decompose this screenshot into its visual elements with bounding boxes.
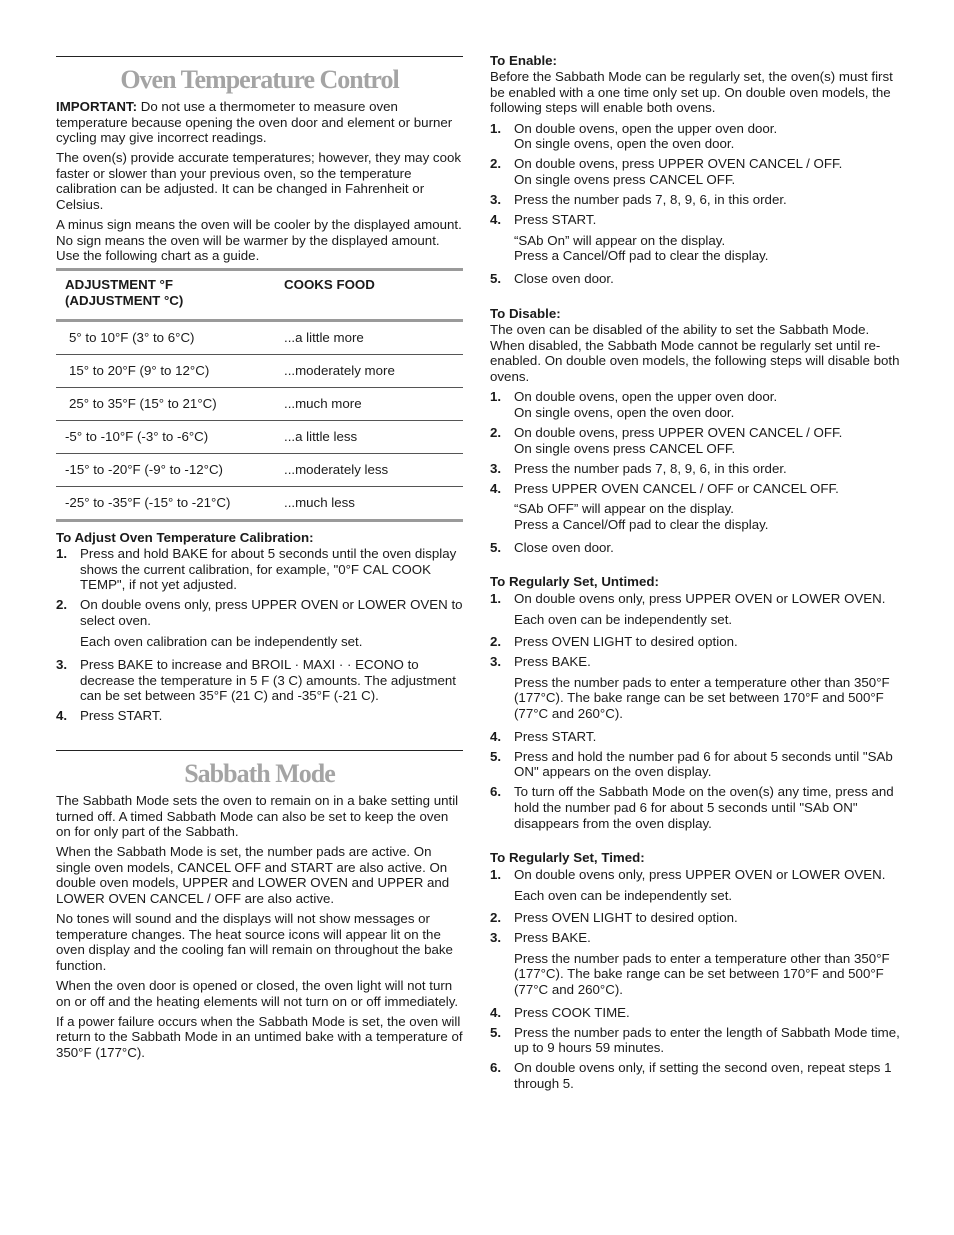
step-note: Each oven can be independently set. xyxy=(514,887,733,903)
list-item xyxy=(490,425,900,456)
step-text: On double ovens only, if setting the second oven, repeat steps 1 through 5. xyxy=(514,1060,892,1092)
untimed-steps-list xyxy=(490,591,900,831)
list-item xyxy=(490,1005,900,1021)
table-row xyxy=(56,487,463,521)
step-number: 2. xyxy=(490,910,502,926)
step-text: On double ovens, open the upper oven door. xyxy=(514,120,778,136)
step-text: On double ovens, open the upper oven door. xyxy=(514,389,778,405)
timed-section xyxy=(490,850,900,1096)
table-row xyxy=(56,321,463,355)
list-item xyxy=(490,156,900,187)
step-text: Press the number pads 7, 8, 9, 6, in this order. xyxy=(514,192,787,208)
step-number: 2. xyxy=(56,597,68,613)
step-text: Press and hold BAKE for about 5 seconds until the oven display shows the current calibration, for example, "0°F CAL COOK TEMP", if not yet adjusted. xyxy=(80,546,457,593)
step-number: 5. xyxy=(490,1024,502,1040)
step-number: 6. xyxy=(490,1060,502,1076)
adjustment-table xyxy=(56,268,463,522)
table-row xyxy=(56,388,463,421)
step-number: 4. xyxy=(490,212,502,228)
step-note: “SAb On” will appear on the display. xyxy=(514,232,726,248)
list-item xyxy=(490,749,900,780)
step-number: 3. xyxy=(490,654,502,670)
table-cell-adjustment: -25° to -35°F (-15° to -21°C) xyxy=(65,495,231,511)
step-note: Each oven can be independently set. xyxy=(514,611,733,627)
step-text: On single ovens press CANCEL OFF. xyxy=(514,172,736,188)
step-number: 1. xyxy=(490,120,502,136)
list-item xyxy=(490,1060,900,1091)
sabbath-intro xyxy=(56,793,463,1065)
enable-heading: To Enable: xyxy=(490,53,557,68)
step-text: On double ovens, press UPPER OVEN CANCEL / OFF. xyxy=(514,156,843,172)
step-text: To turn off the Sabbath Mode on the oven(s) any time, press and hold the number pad 6 for about 5 seconds until "SAb ON" disappears from the oven display. xyxy=(514,784,894,831)
table-header-adjustment xyxy=(56,270,273,321)
table-cell-cooks: ...much less xyxy=(284,495,355,511)
step-text: On single ovens, open the oven door. xyxy=(514,136,735,152)
sabbath-paragraph: No tones will sound and the displays will not show messages or temperature changes. The heat source icons will appear lit on the oven display and the cooling fan will remain on throughout the bake function. xyxy=(56,911,453,973)
step-text: Press BAKE. xyxy=(514,654,591,670)
minus-sign-paragraph: A minus sign means the oven will be cooler by the displayed amount. No sign means the oven will be warmer by the displayed amount. Use the following chart as a guide. xyxy=(56,217,462,264)
list-item xyxy=(490,271,900,287)
list-item xyxy=(490,867,900,903)
list-item xyxy=(490,591,900,627)
list-item xyxy=(490,729,900,745)
list-item xyxy=(490,461,900,477)
step-text: Press the number pads to enter the length of Sabbath Mode time, up to 9 hours 59 minutes. xyxy=(514,1024,900,1056)
table-cell-cooks: ...much more xyxy=(284,396,362,412)
adjust-steps-list xyxy=(56,546,463,724)
untimed-heading: To Regularly Set, Untimed: xyxy=(490,574,659,589)
sabbath-title: Sabbath Mode xyxy=(184,759,335,788)
list-item xyxy=(490,784,900,831)
step-text: On single ovens press CANCEL OFF. xyxy=(514,440,736,456)
adjustment-table-wrap xyxy=(56,268,463,522)
oven-temp-title: Oven Temperature Control xyxy=(120,65,399,94)
list-item xyxy=(56,657,463,704)
list-item xyxy=(490,1025,900,1056)
list-item xyxy=(490,192,900,208)
step-number: 3. xyxy=(490,192,502,208)
step-text: Press and hold the number pad 6 for about 5 seconds until "SAb ON" appears on the oven display. xyxy=(514,748,893,780)
important-label: IMPORTANT: xyxy=(56,99,138,114)
adjust-calibration-section xyxy=(56,530,463,728)
step-text: Close oven door. xyxy=(514,271,614,287)
table-cell-cooks: ...a little more xyxy=(284,330,364,346)
step-number: 2. xyxy=(490,634,502,650)
step-number: 4. xyxy=(490,728,502,744)
step-number: 1. xyxy=(56,546,68,561)
sabbath-paragraph: If a power failure occurs when the Sabbath Mode is set, the oven will return to the Sabbath Mode in an untimed bake with a temperature of 350°F (177°C). xyxy=(56,1013,463,1060)
step-text: Press UPPER OVEN CANCEL / OFF or CANCEL OFF. xyxy=(514,480,839,496)
sabbath-paragraph: When the oven door is opened or closed, the oven light will not turn on or off and the heating elements will not turn on or off immediately. xyxy=(56,978,459,1009)
table-cell-adjustment: 15° to 20°F (9° to 12°C) xyxy=(69,363,210,379)
disable-steps-list xyxy=(490,389,900,555)
calibration-paragraph: The oven(s) provide accurate temperatures; however, they may cook faster or slower than your previous oven, so the temperature calibration can be adjusted. It can be changed in Fahrenheit or Celsius. xyxy=(56,150,462,213)
table-cell-cooks: ...moderately less xyxy=(284,462,389,478)
enable-steps-list xyxy=(490,121,900,287)
list-item xyxy=(490,910,900,926)
timed-steps-list xyxy=(490,867,900,1092)
list-item xyxy=(56,597,463,650)
list-item xyxy=(56,708,463,724)
step-number: 4. xyxy=(56,708,68,724)
header-adjustment-f: ADJUSTMENT °F xyxy=(65,277,173,292)
step-number: 1. xyxy=(490,591,502,606)
list-item xyxy=(56,546,463,593)
step-number: 2. xyxy=(490,425,502,441)
table-row xyxy=(56,454,463,487)
step-text: Press OVEN LIGHT to desired option. xyxy=(514,634,738,650)
step-number: 4. xyxy=(490,1004,502,1020)
step-note: Press a Cancel/Off pad to clear the display. xyxy=(514,517,769,533)
table-header-cooks-food: COOKS FOOD xyxy=(284,277,375,292)
step-text: Close oven door. xyxy=(514,539,614,555)
step-number: 3. xyxy=(56,657,68,673)
step-number: 2. xyxy=(490,156,502,172)
step-text: On double ovens only, press UPPER OVEN or LOWER OVEN. xyxy=(514,867,886,882)
step-text: Press START. xyxy=(514,728,597,744)
enable-intro: Before the Sabbath Mode can be regularly set, the oven(s) must first be enabled with a one time only set up. On double oven models, the following steps will enable both ovens. xyxy=(490,69,893,116)
step-note: Press the number pads to enter a temperature other than 350°F (177°C). The bake range can be set between 170°F and 500°F (77°C and 260°C). xyxy=(514,950,890,998)
step-number: 1. xyxy=(490,389,502,405)
step-number: 3. xyxy=(490,930,502,946)
list-item xyxy=(490,121,900,152)
step-text: Press START. xyxy=(514,212,597,228)
step-number: 3. xyxy=(490,460,502,476)
step-number: 6. xyxy=(490,784,502,800)
disable-intro: The oven can be disabled of the ability to set the Sabbath Mode. When disabled, the Sabbath Mode cannot be regularly set until re-enabled. On double oven models, the following steps will disable both ovens. xyxy=(490,322,900,384)
important-text: Do not use a thermometer to measure oven temperature because opening the oven door and element or burner cycling may give incorrect readings. xyxy=(56,99,453,146)
list-item xyxy=(490,389,900,420)
step-note: Each oven calibration can be independently set. xyxy=(80,634,363,650)
list-item xyxy=(490,212,900,264)
table-cell-cooks: ...a little less xyxy=(284,429,358,445)
header-adjustment-c: (ADJUSTMENT °C) xyxy=(65,293,184,308)
table-cell-cooks: ...moderately more xyxy=(284,363,395,379)
step-number: 1. xyxy=(490,867,502,882)
sabbath-paragraph: The Sabbath Mode sets the oven to remain on in a bake setting until turned off. A timed Sabbath Mode can also be set to keep the oven on for only part of the Sabbath. xyxy=(56,793,459,840)
step-text: Press the number pads 7, 8, 9, 6, in this order. xyxy=(514,460,787,476)
table-row xyxy=(56,421,463,454)
timed-heading: To Regularly Set, Timed: xyxy=(490,850,645,865)
step-text: On single ovens, open the oven door. xyxy=(514,404,735,420)
table-cell-adjustment: 25° to 35°F (15° to 21°C) xyxy=(69,396,217,412)
step-text: On double ovens only, press UPPER OVEN or LOWER OVEN to select oven. xyxy=(80,597,463,628)
table-cell-adjustment: -5° to -10°F (-3° to -6°C) xyxy=(65,429,209,445)
enable-section xyxy=(490,53,900,291)
step-text: On double ovens, press UPPER OVEN CANCEL / OFF. xyxy=(514,425,843,441)
list-item xyxy=(490,481,900,533)
step-note: Press a Cancel/Off pad to clear the display. xyxy=(514,248,769,264)
step-text: Press OVEN LIGHT to desired option. xyxy=(514,910,738,926)
list-item xyxy=(490,634,900,650)
list-item xyxy=(490,930,900,997)
disable-section xyxy=(490,306,900,560)
step-text: On double ovens only, press UPPER OVEN or LOWER OVEN. xyxy=(514,591,886,606)
step-text: Press BAKE. xyxy=(514,930,591,946)
step-note: “SAb OFF” will appear on the display. xyxy=(514,501,734,517)
important-note xyxy=(56,99,463,146)
step-text: Press START. xyxy=(80,708,163,724)
step-number: 5. xyxy=(490,539,502,555)
table-cell-adjustment: 5° to 10°F (3° to 6°C) xyxy=(69,330,195,346)
oven-temp-intro xyxy=(56,99,463,268)
step-number: 5. xyxy=(490,271,502,287)
table-cell-adjustment: -15° to -20°F (-9° to -12°C) xyxy=(65,462,223,478)
adjust-calibration-heading: To Adjust Oven Temperature Calibration: xyxy=(56,530,314,545)
sabbath-paragraph: When the Sabbath Mode is set, the number pads are active. On single oven models, CANCEL OFF and START are also active. On double oven models, UPPER and LOWER OVEN and UPPER and LOWER OVEN CANCEL / OFF are also active. xyxy=(56,844,450,907)
table-header-row xyxy=(56,270,463,321)
untimed-section xyxy=(490,574,900,836)
step-note: Press the number pads to enter a temperature other than 350°F (177°C). The bake range can be set between 170°F and 500°F (77°C and 260°C). xyxy=(514,674,890,722)
step-number: 4. xyxy=(490,480,502,496)
step-text: Press BAKE to increase and BROIL · MAXI · · ECONO to decrease the temperature in 5 F (3 C) amounts. The adjustment can be set between 35°F (21 C) and -35°F (-21 C). xyxy=(80,657,456,704)
table-row xyxy=(56,355,463,388)
list-item xyxy=(490,540,900,556)
section-rule xyxy=(56,750,463,751)
list-item xyxy=(490,654,900,721)
disable-heading: To Disable: xyxy=(490,306,561,321)
step-number: 5. xyxy=(490,748,502,764)
step-text: Press COOK TIME. xyxy=(514,1004,630,1020)
section-rule xyxy=(56,56,463,57)
